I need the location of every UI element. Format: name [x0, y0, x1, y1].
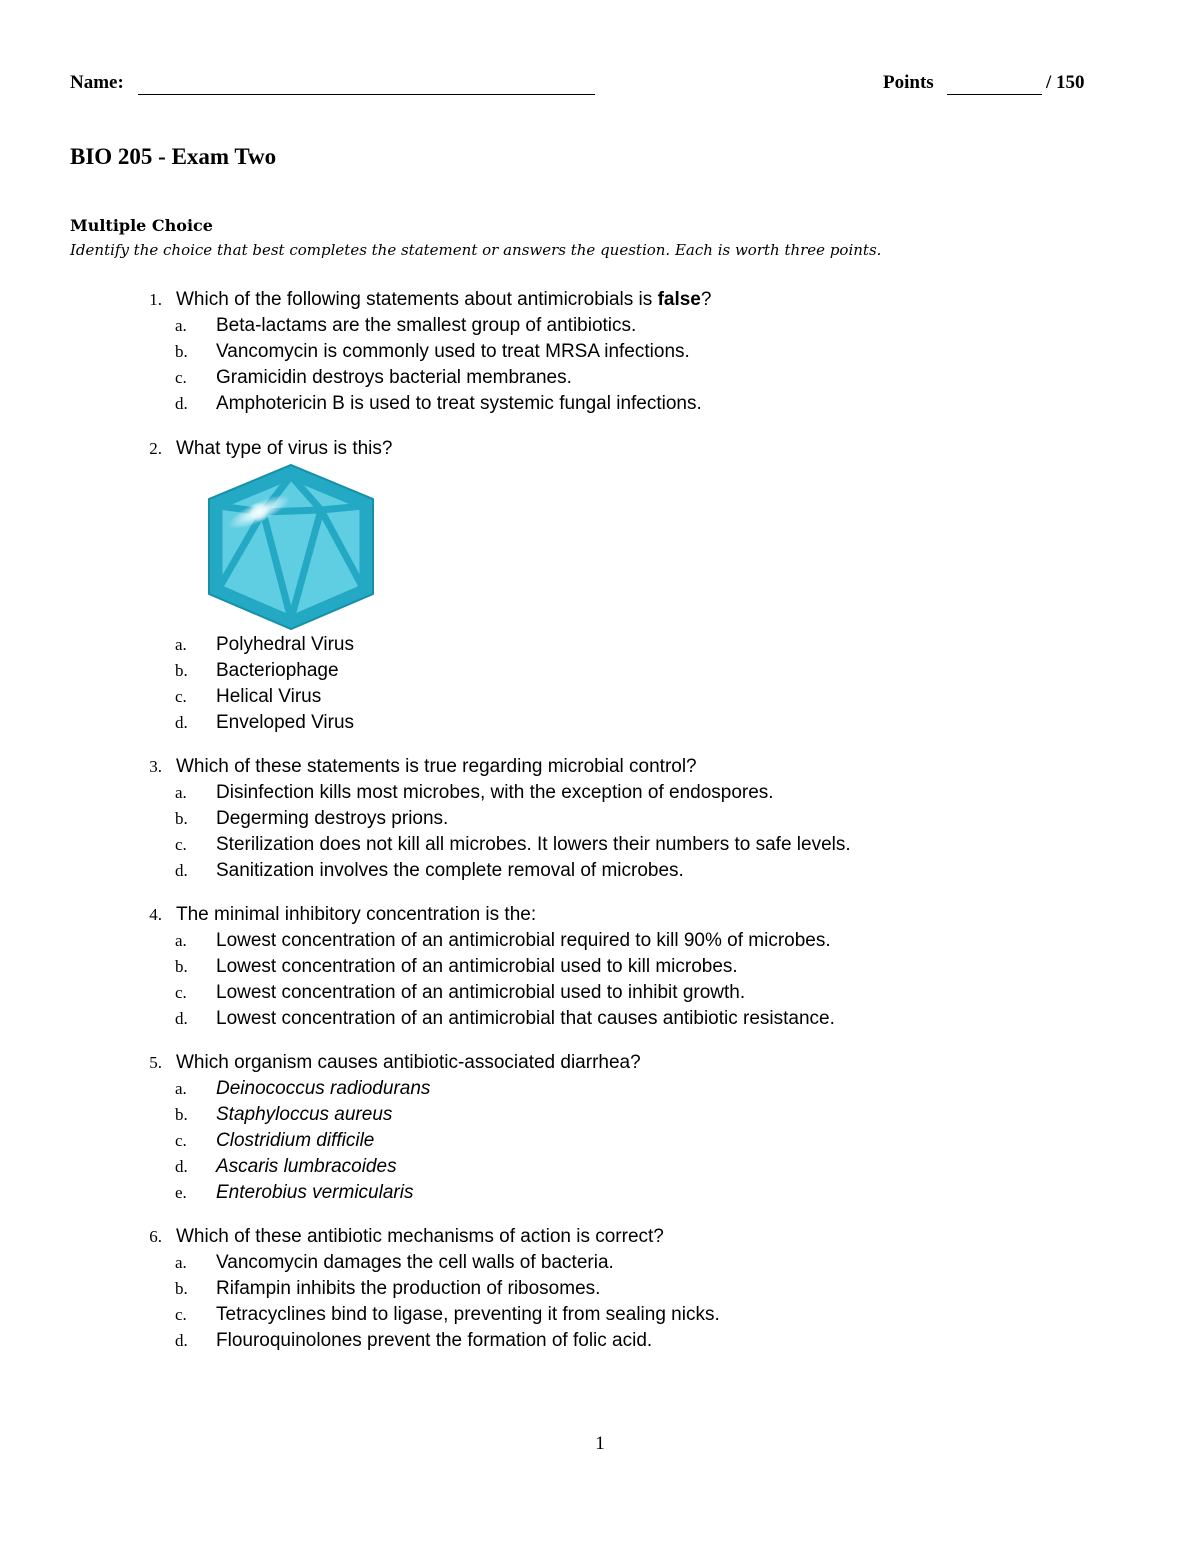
question-text: Which of these statements is true regarding microbial control? [176, 756, 697, 777]
option: b. Rifampin inhibits the production of ribosomes. [175, 1278, 601, 1299]
option: d. Flouroquinolones prevent the formation of folic acid. [175, 1330, 653, 1351]
option: b. Degerming destroys prions. [175, 808, 449, 829]
option: a. Deinococcus radiodurans [175, 1078, 431, 1099]
option: d. Ascaris lumbracoides [175, 1156, 397, 1177]
option: c. Clostridium difficile [175, 1130, 375, 1151]
question-text: Which organism causes antibiotic-associated diarrhea? [176, 1052, 641, 1073]
exam-header [70, 72, 1095, 102]
question-5 [0, 1050, 1200, 1206]
question-text: Which of these antibiotic mechanisms of action is correct? [176, 1226, 664, 1247]
option: c. Lowest concentration of an antimicrobial used to inhibit growth. [175, 982, 746, 1003]
option: a. Polyhedral Virus [175, 634, 355, 655]
option: c. Helical Virus [175, 686, 322, 707]
option: c. Sterilization does not kill all microbes. It lowers their numbers to safe levels. [175, 834, 851, 855]
option: a. Vancomycin damages the cell walls of bacteria. [175, 1252, 614, 1273]
option: a. Disinfection kills most microbes, with the exception of endospores. [175, 782, 774, 803]
option: b. Bacteriophage [175, 660, 339, 681]
section-instructions: Identify the choice that best completes the statement or answers the question. Each is worth three points. [70, 241, 882, 259]
option: d. Amphotericin B is used to treat systemic fungal infections. [175, 393, 702, 414]
option: b. Vancomycin is commonly used to treat MRSA infections. [175, 341, 690, 362]
points-total: / 150 [1046, 72, 1085, 93]
option: a. Lowest concentration of an antimicrobial required to kill 90% of microbes. [175, 930, 831, 951]
points-blank-line [947, 94, 1042, 95]
name-blank-line [138, 94, 595, 95]
section-title: Multiple Choice [70, 216, 213, 235]
question-2 [0, 436, 1200, 462]
question-text: The minimal inhibitory concentration is the: [176, 904, 537, 925]
question-number: 5. [149, 1053, 162, 1072]
points-label: Points [883, 72, 934, 93]
question-text: Which of the following statements about antimicrobials is false? [176, 289, 712, 310]
question-number: 1. [149, 290, 162, 309]
option: d. Sanitization involves the complete removal of microbes. [175, 860, 684, 881]
question-number: 3. [149, 757, 162, 776]
option: c. Tetracyclines bind to ligase, preventing it from sealing nicks. [175, 1304, 720, 1325]
question-text: What type of virus is this? [176, 438, 393, 459]
page-number: 1 [595, 1433, 605, 1454]
question-number: 2. [149, 439, 162, 458]
question-4 [0, 902, 1200, 1032]
question-number: 6. [149, 1227, 162, 1246]
name-label: Name: [70, 72, 124, 93]
question-2-options [0, 632, 1200, 736]
polyhedral-virus-image [205, 462, 377, 632]
option: d. Lowest concentration of an antimicrobial that causes antibiotic resistance. [175, 1008, 835, 1029]
question-3 [0, 754, 1200, 884]
option: b. Staphyloccus aureus [175, 1104, 393, 1125]
exam-title: BIO 205 - Exam Two [70, 144, 277, 169]
question-number: 4. [149, 905, 162, 924]
option: a. Beta-lactams are the smallest group of antibiotics. [175, 315, 637, 336]
option: b. Lowest concentration of an antimicrobial used to kill microbes. [175, 956, 738, 977]
option: c. Gramicidin destroys bacterial membranes. [175, 367, 572, 388]
option: d. Enveloped Virus [175, 712, 355, 733]
emphasis-false: false [657, 289, 701, 310]
option: e. Enterobius vermicularis [175, 1182, 414, 1203]
question-6 [0, 1224, 1200, 1354]
question-1 [0, 287, 1200, 417]
